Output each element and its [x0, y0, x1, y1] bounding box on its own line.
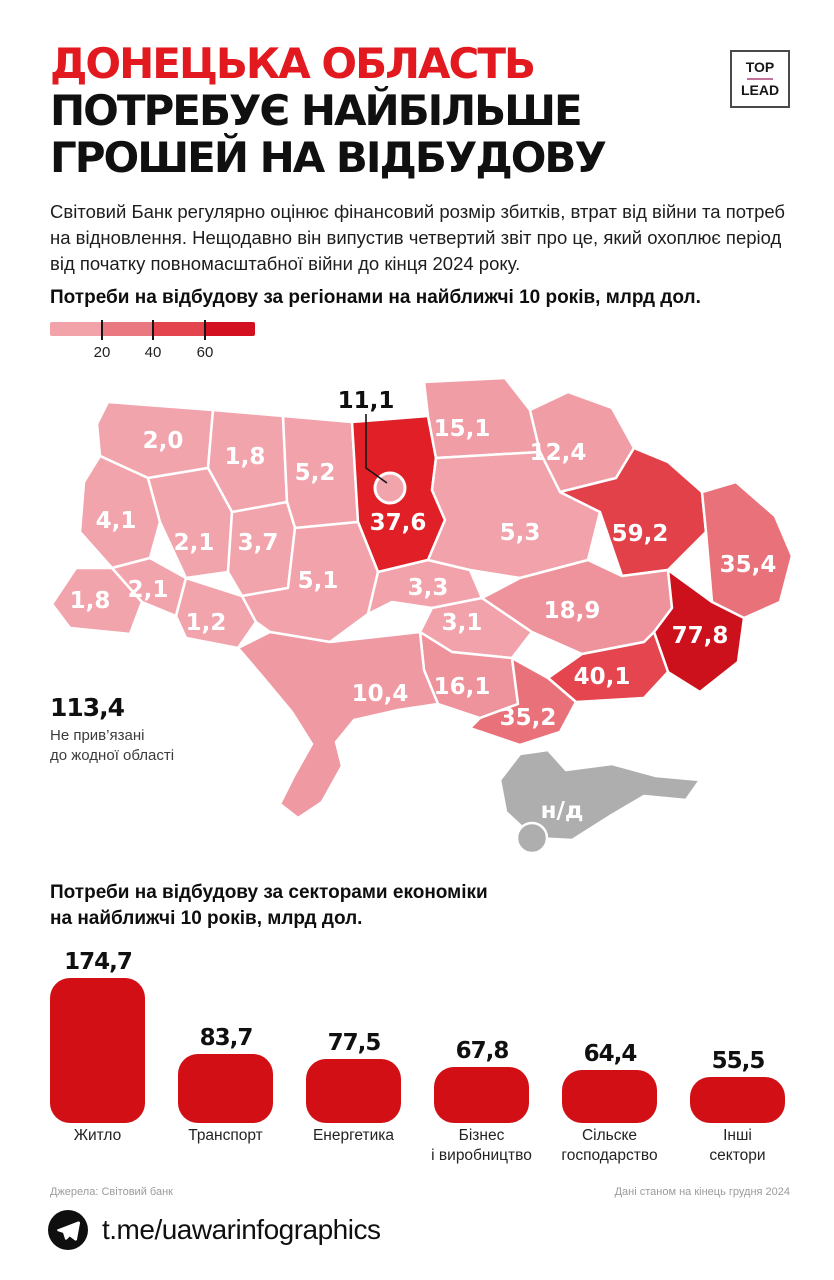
value-label-crimea: н/д: [540, 798, 584, 824]
bar-category-6: Інші сектори: [709, 1127, 766, 1164]
bar-category-5: Сільске господарство: [561, 1127, 658, 1164]
bar-value-3: 77,5: [327, 1030, 381, 1056]
legend-segment-1: [50, 322, 101, 336]
bar-column-1: [50, 945, 145, 1163]
bar-6: [690, 1077, 785, 1123]
legend-tick-label-60: 60: [196, 344, 214, 361]
sector-bar-chart: [50, 945, 785, 1163]
value-label-cherkasy: 3,3: [407, 575, 449, 601]
bar-category-4: Бізнес і виробництво: [431, 1127, 532, 1164]
region-odesa: [238, 632, 438, 818]
bar-category-2: Транспорт: [188, 1127, 263, 1144]
value-label-zakarpattia: 1,8: [69, 588, 111, 614]
telegram-link[interactable]: [48, 1210, 380, 1250]
value-label-kirovohrad: 3,1: [441, 610, 483, 636]
bar-3: [306, 1059, 401, 1123]
value-label-kyiv: 37,6: [369, 510, 427, 536]
ukraine-choropleth-map: [0, 370, 834, 870]
region-luhansk: [702, 482, 792, 618]
bar-column-2: [178, 945, 273, 1163]
legend-tick-label-40: 40: [144, 344, 162, 361]
unattached-funds-annotation: [50, 693, 174, 767]
bar-value-2: 83,7: [199, 1025, 253, 1051]
sector-section-heading: [50, 880, 488, 932]
value-label-mykolaiv: 16,1: [433, 674, 491, 700]
value-label-dnipropetrovsk: 18,9: [543, 598, 601, 624]
value-label-lviv: 4,1: [95, 508, 137, 534]
page-title: [50, 40, 605, 181]
toplead-logo-top-text: TOP: [745, 59, 775, 75]
intro-paragraph: Світовий Банк регулярно оцінює фінансовий розмір збитків, втрат від війни та потреб на відновлення. Нещодавно він випустив четвертий звіт про це, який охоплює період від початку повномасштабної війни до кінця 2024 року.: [50, 201, 786, 274]
value-label-zaporizhzhia: 40,1: [573, 664, 631, 690]
toplead-logo-bottom-text: LEAD: [740, 82, 780, 98]
value-label-chernihiv: 15,1: [433, 416, 491, 442]
bar-4: [434, 1067, 529, 1123]
legend-segment-3: [153, 322, 204, 336]
bar-value-5: 64,4: [583, 1041, 637, 1067]
value-label-kherson: 35,2: [499, 705, 557, 731]
bar-column-5: [562, 945, 657, 1163]
value-label-khmelnytskyi: 3,7: [237, 530, 279, 556]
bar-column-3: [306, 945, 401, 1163]
legend-tick-40: [152, 320, 154, 340]
value-label-ivano_frankivsk: 2,1: [127, 577, 169, 603]
bar-5: [562, 1070, 657, 1123]
bar-category-1: Житло: [73, 1127, 122, 1144]
value-label-odesa: 10,4: [351, 681, 409, 707]
value-label-poltava: 5,3: [499, 520, 541, 546]
bar-value-1: 174,7: [64, 949, 132, 975]
bar-column-4: [431, 945, 532, 1164]
title-line-accent: ДОНЕЦЬКА ОБЛАСТЬ: [50, 39, 534, 88]
legend-tick-20: [101, 320, 103, 340]
ukraine-map-svg: [0, 370, 834, 870]
crimea-tip-shape: [517, 823, 547, 853]
sources-note: Джерела: Світовий банк: [50, 1186, 173, 1198]
legend-tick-label-20: 20: [93, 344, 111, 361]
value-label-kyiv_city: 11,1: [337, 388, 395, 414]
value-label-rivne: 1,8: [224, 444, 266, 470]
bar-column-6: [690, 945, 785, 1163]
toplead-logo: [730, 50, 790, 108]
color-scale-legend: [50, 322, 255, 366]
telegram-icon: [48, 1210, 88, 1250]
data-date-note: Дані станом на кінець грудня 2024: [614, 1186, 790, 1198]
sector-heading-line1: Потреби на відбудову за секторами економіки: [50, 882, 488, 903]
value-label-sumy: 12,4: [529, 440, 587, 466]
bar-2: [178, 1054, 273, 1123]
value-label-chernivtsi: 1,2: [185, 610, 227, 636]
value-label-ternopil: 2,1: [173, 530, 215, 556]
unattached-funds-caption-line1: Не прив’язані: [50, 727, 145, 744]
title-line-3: ГРОШЕЙ НА ВІДБУДОВУ: [50, 133, 605, 182]
legend-segment-4: [204, 322, 255, 336]
value-label-zhytomyr: 5,2: [294, 460, 336, 486]
value-label-vinnytsia: 5,1: [297, 568, 339, 594]
bar-value-4: 67,8: [455, 1038, 509, 1064]
toplead-logo-divider: [747, 78, 773, 80]
map-section-heading: Потреби на відбудову за регіонами на найближчі 10 років, млрд дол.: [50, 287, 701, 308]
value-label-luhansk: 35,4: [719, 552, 777, 578]
legend-segment-2: [101, 322, 152, 336]
sector-heading-line2: на найближчі 10 років, млрд дол.: [50, 908, 363, 930]
unattached-funds-value: 113,4: [50, 693, 125, 722]
title-line-2: ПОТРЕБУЄ НАЙБІЛЬШЕ: [50, 86, 581, 135]
telegram-handle: t.me/uawarinfographics: [102, 1214, 381, 1245]
value-label-volyn: 2,0: [142, 428, 184, 454]
legend-tick-60: [204, 320, 206, 340]
value-label-kharkiv: 59,2: [611, 521, 669, 547]
bar-category-3: Енергетика: [312, 1127, 395, 1144]
bar-value-6: 55,5: [711, 1048, 765, 1074]
bar-1: [50, 978, 145, 1123]
unattached-funds-caption-line2: до жодної області: [50, 747, 175, 765]
value-label-donetsk: 77,8: [671, 623, 729, 649]
